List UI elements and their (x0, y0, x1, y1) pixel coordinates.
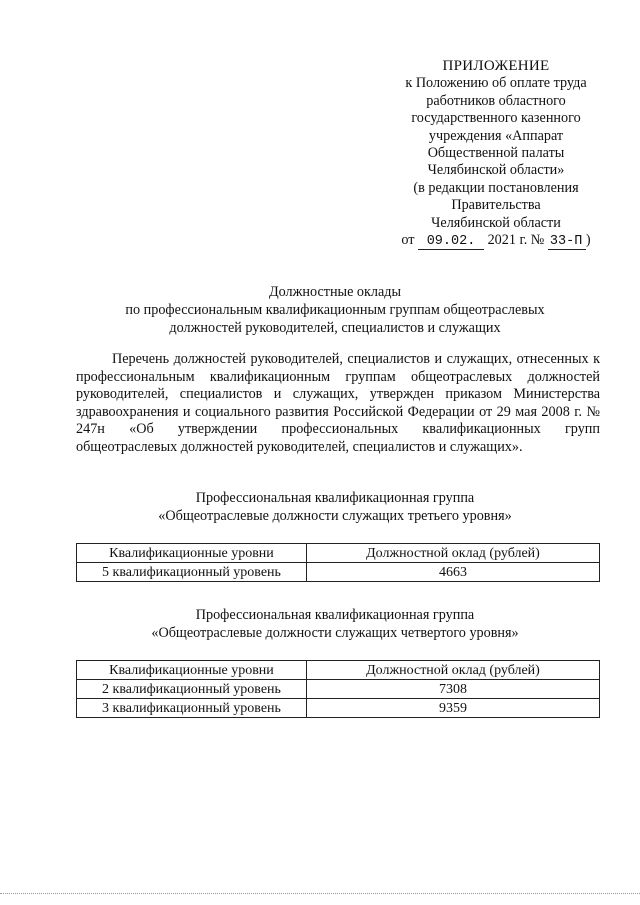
year-text: 2021 г. № (487, 232, 545, 249)
appendix-date-line (390, 232, 602, 250)
document-heading (70, 283, 600, 337)
table-row (77, 699, 600, 718)
table-header-row (77, 544, 600, 563)
column-header-salary: Должностной оклад (рублей) (306, 544, 599, 563)
salary-table-fourth-level (76, 660, 600, 718)
salary-cell: 7308 (306, 680, 599, 699)
close-paren: ) (585, 232, 591, 249)
salary-table-third-level (76, 543, 600, 582)
table-row (77, 680, 600, 699)
column-header-levels: Квалификационные уровни (77, 544, 307, 563)
group-title-line: Профессиональная квалификационная группа (195, 607, 475, 623)
salary-cell: 4663 (306, 563, 599, 582)
table-row (77, 563, 600, 582)
appendix-line: работников областного (426, 92, 566, 109)
group-title-third-level (70, 489, 600, 525)
appendix-line: к Положению об оплате труда (405, 75, 587, 92)
appendix-line: Правительства (451, 197, 541, 214)
appendix-line: Челябинской области (431, 214, 561, 231)
level-cell: 3 квалификационный уровень (77, 699, 307, 718)
group-title-line: «Общеотраслевые должности служащих третьего уровня» (158, 508, 512, 524)
column-header-levels: Квалификационные уровни (77, 661, 307, 680)
appendix-block (390, 58, 602, 250)
appendix-line: учреждения «Аппарат (428, 127, 564, 144)
scan-edge-noise (0, 893, 640, 896)
appendix-line: (в редакции постановления (413, 179, 579, 196)
level-cell: 2 квалификационный уровень (77, 680, 307, 699)
date-value: 09.02. (418, 235, 484, 250)
heading-line: по профессиональным квалификационным группам общеотраслевых (125, 302, 545, 318)
column-header-salary: Должностной оклад (рублей) (306, 661, 599, 680)
date-prefix: от (401, 232, 415, 249)
heading-line: должностей руководителей, специалистов и служащих (169, 320, 501, 336)
appendix-line: государственного казенного (411, 110, 581, 127)
appendix-line: Общественной палаты (427, 145, 565, 162)
table-header-row (77, 661, 600, 680)
heading-line: Должностные оклады (268, 284, 402, 300)
body-paragraph: Перечень должностей руководителей, специалистов и служащих, отнесенных к профессиональным квалификационным группам общеотраслевых должностей руководителей, специалистов и служащих, утвержден приказом Министерства здравоохранения и социального развития Российской Федерации от 29 мая 2008 г. № 247н «Об утверждении профессиональных квалификационных групп общеотраслевых должностей руководителей, специалистов и служащих». (76, 351, 600, 455)
level-cell: 5 квалификационный уровень (77, 563, 307, 582)
appendix-title: ПРИЛОЖЕНИЕ (442, 58, 550, 74)
appendix-line: Челябинской области» (427, 162, 565, 179)
salary-cell: 9359 (306, 699, 599, 718)
document-number: 33-П (548, 235, 586, 250)
group-title-fourth-level (70, 606, 600, 642)
group-title-line: «Общеотраслевые должности служащих четвертого уровня» (151, 625, 519, 641)
group-title-line: Профессиональная квалификационная группа (195, 490, 475, 506)
